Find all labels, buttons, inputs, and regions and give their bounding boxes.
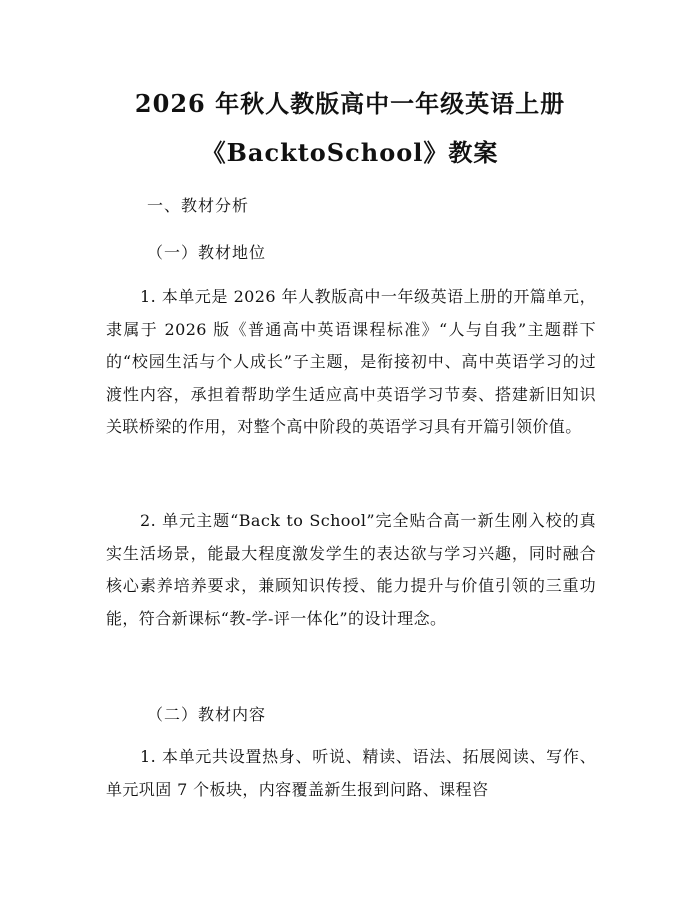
paragraph-position-1: 1. 本单元是 2026 年人教版高中一年级英语上册的开篇单元，隶属于 2026 版《普通高中英语课程标准》“人与自我”主题群下的“校园生活与个人成长”子主题，是衔接初中、高中英语学习的过渡性内容，承担着帮助学生适应高中英语学习节奏、搭建新旧知识关联桥梁的作用，对整个高中阶段的英语学习具有开篇引领价值。	[106, 287, 596, 436]
subsection-heading-textbook-position: （一）教材地位	[147, 243, 267, 262]
document-title-line2: 《BacktoSchool》教案	[201, 138, 499, 167]
paragraph-position-2: 2. 单元主题“Back to School”完全贴合高一新生刚入校的真实生活场景，能最大程度激发学生的表达欲与学习兴趣，同时融合核心素养培养要求，兼顾知识传授、能力提升与价值引领的三重功能，符合新课标“教-学-评一体化”的设计理念。	[106, 511, 596, 628]
subsection-heading-textbook-content: （二）教材内容	[147, 705, 267, 724]
section-heading-textbook-analysis: 一、教材分析	[147, 196, 250, 215]
document-title-line1: 2026 年秋人教版高中一年级英语上册	[134, 89, 566, 118]
paragraph-content-1: 1. 本单元共设置热身、听说、精读、语法、拓展阅读、写作、单元巩固 7 个板块，内容覆盖新生报到问路、课程咨	[106, 747, 596, 799]
